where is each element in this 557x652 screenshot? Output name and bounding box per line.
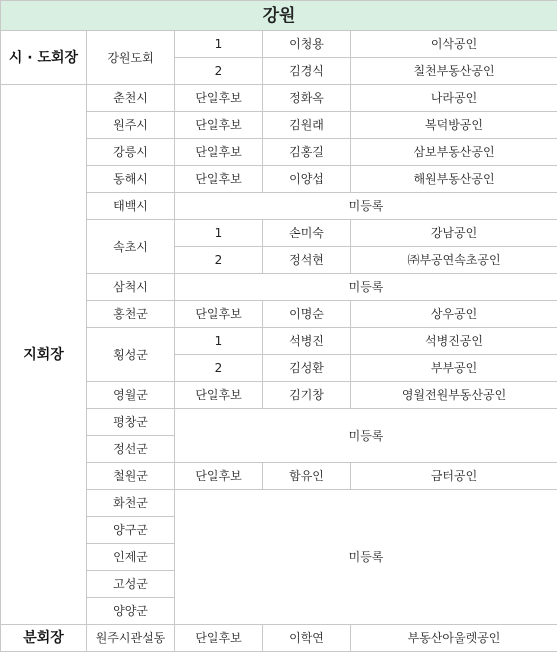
region-cell: 양양군: [87, 598, 175, 625]
region-cell: 속초시: [87, 220, 175, 274]
region-cell: 인제군: [87, 544, 175, 571]
region-cell: 홍천군: [87, 301, 175, 328]
region-cell: 강릉시: [87, 139, 175, 166]
name-cell: 김성환: [263, 355, 351, 382]
region-cell: 철원군: [87, 463, 175, 490]
office-cell: 영월전원부동산공인: [351, 382, 557, 409]
name-cell: 이청용: [263, 31, 351, 58]
region-cell: 화천군: [87, 490, 175, 517]
number-cell: 1: [175, 328, 263, 355]
name-cell: 김경식: [263, 58, 351, 85]
region-cell: 횡성군: [87, 328, 175, 382]
region-cell: 삼척시: [87, 274, 175, 301]
office-cell: 부동산아울렛공인: [351, 625, 557, 652]
office-cell: 금터공인: [351, 463, 557, 490]
name-cell: 이학연: [263, 625, 351, 652]
name-cell: 이양섭: [263, 166, 351, 193]
region-cell: 강원도회: [87, 31, 175, 85]
type-cell: 단일후보: [175, 166, 263, 193]
section-sub-label: 분회장: [1, 625, 87, 652]
office-cell: 이삭공인: [351, 31, 557, 58]
number-cell: 2: [175, 58, 263, 85]
page-title: 강원: [1, 1, 557, 31]
region-cell: 원주시관설동: [87, 625, 175, 652]
region-cell: 정선군: [87, 436, 175, 463]
region-cell: 영월군: [87, 382, 175, 409]
region-cell: 원주시: [87, 112, 175, 139]
office-cell: 상우공인: [351, 301, 557, 328]
type-cell: 단일후보: [175, 463, 263, 490]
region-cell: 평창군: [87, 409, 175, 436]
office-cell: 삼보부동산공인: [351, 139, 557, 166]
section-branch-label: 지회장: [1, 85, 87, 625]
region-cell: 동해시: [87, 166, 175, 193]
table-row: [1, 85, 557, 112]
status-cell: 미등록: [175, 490, 557, 625]
type-cell: 단일후보: [175, 625, 263, 652]
name-cell: 석병진: [263, 328, 351, 355]
office-cell: 칠천부동산공인: [351, 58, 557, 85]
name-cell: 김기창: [263, 382, 351, 409]
number-cell: 2: [175, 247, 263, 274]
office-cell: ㈜부공연속초공인: [351, 247, 557, 274]
office-cell: 해원부동산공인: [351, 166, 557, 193]
type-cell: 단일후보: [175, 382, 263, 409]
office-cell: 석병진공인: [351, 328, 557, 355]
office-cell: 부부공인: [351, 355, 557, 382]
region-cell: 춘천시: [87, 85, 175, 112]
table-row: [1, 625, 557, 652]
name-cell: 손미숙: [263, 220, 351, 247]
number-cell: 1: [175, 220, 263, 247]
office-cell: 강남공인: [351, 220, 557, 247]
status-cell: 미등록: [175, 274, 557, 301]
name-cell: 이명순: [263, 301, 351, 328]
section-province-label: 시 · 도회장: [1, 31, 87, 85]
type-cell: 단일후보: [175, 85, 263, 112]
status-cell: 미등록: [175, 409, 557, 463]
name-cell: 함유인: [263, 463, 351, 490]
region-cell: 양구군: [87, 517, 175, 544]
table-row: [1, 31, 557, 58]
type-cell: 단일후보: [175, 139, 263, 166]
name-cell: 정석현: [263, 247, 351, 274]
name-cell: 정화옥: [263, 85, 351, 112]
region-cell: 태백시: [87, 193, 175, 220]
number-cell: 1: [175, 31, 263, 58]
number-cell: 2: [175, 355, 263, 382]
status-cell: 미등록: [175, 193, 557, 220]
office-cell: 나라공인: [351, 85, 557, 112]
type-cell: 단일후보: [175, 112, 263, 139]
office-cell: 복덕방공인: [351, 112, 557, 139]
title-row: [1, 1, 557, 31]
name-cell: 김홍길: [263, 139, 351, 166]
region-cell: 고성군: [87, 571, 175, 598]
name-cell: 김원래: [263, 112, 351, 139]
type-cell: 단일후보: [175, 301, 263, 328]
